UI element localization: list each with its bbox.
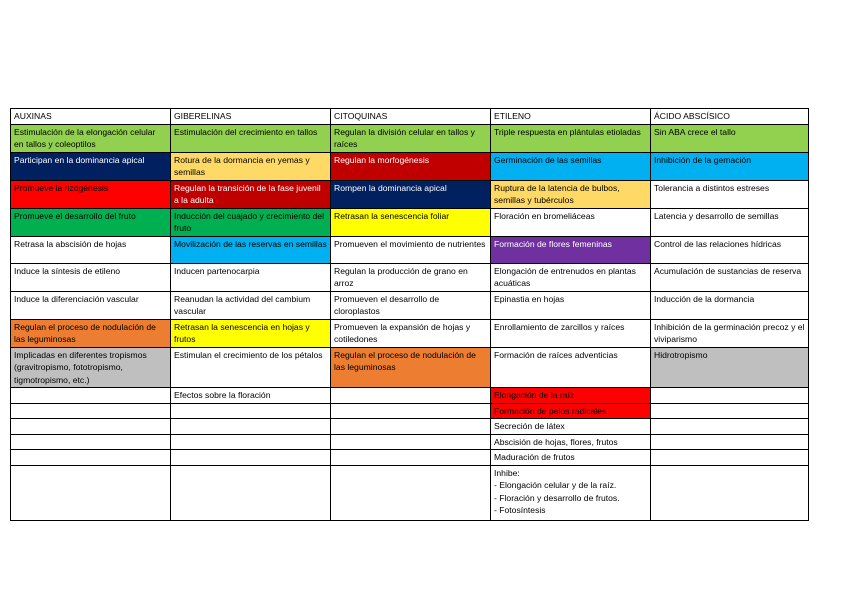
table-cell: Ruptura de la latencia de bulbos, semillas y tubérculos xyxy=(491,180,651,208)
table-row xyxy=(11,347,809,388)
header-citoquinas: CITOQUINAS xyxy=(331,109,491,125)
table-cell xyxy=(331,388,491,404)
table-cell: Triple respuesta en plántulas etioladas xyxy=(491,124,651,152)
table-cell: Abscisión de hojas, flores, frutos xyxy=(491,434,651,450)
table-row xyxy=(11,152,809,180)
table-cell: Sin ABA crece el tallo xyxy=(651,124,809,152)
table-cell: Estimulación de la elongación celular en tallos y coleoptilos xyxy=(11,124,171,152)
table-cell: Reanudan la actividad del cambium vascular xyxy=(171,291,331,319)
table-cell: Implicadas en diferentes tropismos (gravitropismo, fototropismo, tigmotropismo, etc.) xyxy=(11,347,171,388)
table-row xyxy=(11,388,809,404)
table-cell xyxy=(331,419,491,435)
table-cell: Promueve la rizogénesis xyxy=(11,180,171,208)
table-cell: Induce la diferenciación vascular xyxy=(11,291,171,319)
table-cell xyxy=(331,450,491,466)
table-row xyxy=(11,419,809,435)
table-row xyxy=(11,450,809,466)
table-cell xyxy=(651,388,809,404)
table-cell: Promueven el desarrollo de cloroplastos xyxy=(331,291,491,319)
table-cell: Hidrotropismo xyxy=(651,347,809,388)
table-cell: Estimulan el crecimiento de los pétalos xyxy=(171,347,331,388)
inhibe-item: - Fotosíntesis xyxy=(494,505,546,515)
table-cell: Retrasa la abscisión de hojas xyxy=(11,236,171,263)
table-cell xyxy=(171,419,331,435)
table-cell xyxy=(651,419,809,435)
inhibe-item: - Elongación celular y de la raíz. xyxy=(494,480,617,490)
table-cell: Rompen la dominancia apical xyxy=(331,180,491,208)
table-cell: Regulan la división celular en tallos y raíces xyxy=(331,124,491,152)
hormones-table xyxy=(10,108,809,521)
table-cell xyxy=(331,434,491,450)
header-giberelinas: GIBERELINAS xyxy=(171,109,331,125)
table-cell: Inducen partenocarpia xyxy=(171,263,331,291)
table-cell: Germinación de las semillas xyxy=(491,152,651,180)
table-cell: Regulan el proceso de nodulación de las leguminosas xyxy=(11,319,171,347)
table-cell: Secreción de látex xyxy=(491,419,651,435)
table-row xyxy=(11,263,809,291)
table-row xyxy=(11,124,809,152)
table-cell: Inhibición de la gemación xyxy=(651,152,809,180)
table-cell: Enrollamiento de zarcillos y raíces xyxy=(491,319,651,347)
table-cell: Participan en la dominancia apical xyxy=(11,152,171,180)
table-cell: Promueve el desarrollo del fruto xyxy=(11,208,171,236)
table-cell xyxy=(331,403,491,419)
table-row xyxy=(11,208,809,236)
table-cell: Promueven el movimiento de nutrientes xyxy=(331,236,491,263)
table-cell: Maduración de frutos xyxy=(491,450,651,466)
table-cell: Formación de raíces adventicias xyxy=(491,347,651,388)
table-cell: Regulan la producción de grano en arroz xyxy=(331,263,491,291)
table-cell xyxy=(331,465,491,520)
table-cell: Inhibición de la germinación precoz y el viviparismo xyxy=(651,319,809,347)
table-cell xyxy=(171,403,331,419)
table-cell: Rotura de la dormancia en yemas y semillas xyxy=(171,152,331,180)
table-cell xyxy=(651,450,809,466)
table-cell: Inducción del cuajado y crecimiento del fruto xyxy=(171,208,331,236)
table-cell: Retrasan la senescencia en hojas y frutos xyxy=(171,319,331,347)
table-row xyxy=(11,236,809,263)
table-cell: Acumulación de sustancias de reserva xyxy=(651,263,809,291)
table-row xyxy=(11,434,809,450)
table-cell: Efectos sobre la floración xyxy=(171,388,331,404)
table-cell xyxy=(11,465,171,520)
table-row xyxy=(11,403,809,419)
table-cell: Tolerancia a distintos estreses xyxy=(651,180,809,208)
table-cell: Control de las relaciones hídricas xyxy=(651,236,809,263)
table-row xyxy=(11,291,809,319)
table-cell: Floración en bromeliáceas xyxy=(491,208,651,236)
table-row xyxy=(11,180,809,208)
table-cell xyxy=(651,465,809,520)
table-cell xyxy=(11,434,171,450)
table-cell: Regulan la morfogénesis xyxy=(331,152,491,180)
table-cell: Epinastia en hojas xyxy=(491,291,651,319)
table-cell: Latencia y desarrollo de semillas xyxy=(651,208,809,236)
table-row xyxy=(11,465,809,520)
table-cell: Retrasan la senescencia foliar xyxy=(331,208,491,236)
table-cell xyxy=(171,450,331,466)
inhibe-title: Inhibe: xyxy=(494,467,520,478)
table-cell xyxy=(171,434,331,450)
table-cell xyxy=(11,388,171,404)
table-cell: Estimulación del crecimiento en tallos xyxy=(171,124,331,152)
table-cell: Elongación de la raíz xyxy=(491,388,651,404)
table-cell: Formación de pelos radicales xyxy=(491,403,651,419)
header-acido-abscisico: ÁCIDO ABSCÍSICO xyxy=(651,109,809,125)
header-etileno: ETILENO xyxy=(491,109,651,125)
table-cell: Induce la síntesis de etileno xyxy=(11,263,171,291)
inhibe-item: - Floración y desarrollo de frutos. xyxy=(494,492,620,503)
table-cell xyxy=(651,403,809,419)
table-cell xyxy=(11,419,171,435)
table-cell: Movilización de las reservas en semillas xyxy=(171,236,331,263)
table-cell xyxy=(171,465,331,520)
table-cell: Elongación de entrenudos en plantas acuáticas xyxy=(491,263,651,291)
table-cell: Formación de flores femeninas xyxy=(491,236,651,263)
table-cell xyxy=(651,434,809,450)
table-cell xyxy=(11,403,171,419)
table-cell: Inducción de la dormancia xyxy=(651,291,809,319)
table-header-row xyxy=(11,109,809,125)
table-cell: Regulan el proceso de nodulación de las leguminosas xyxy=(331,347,491,388)
table-cell-inhibe xyxy=(491,465,651,520)
table-cell: Regulan la transición de la fase juvenil a la adulta xyxy=(171,180,331,208)
table-cell: Promueven la expansión de hojas y cotiledones xyxy=(331,319,491,347)
table-row xyxy=(11,319,809,347)
header-auxinas: AUXINAS xyxy=(11,109,171,125)
table-cell xyxy=(11,450,171,466)
